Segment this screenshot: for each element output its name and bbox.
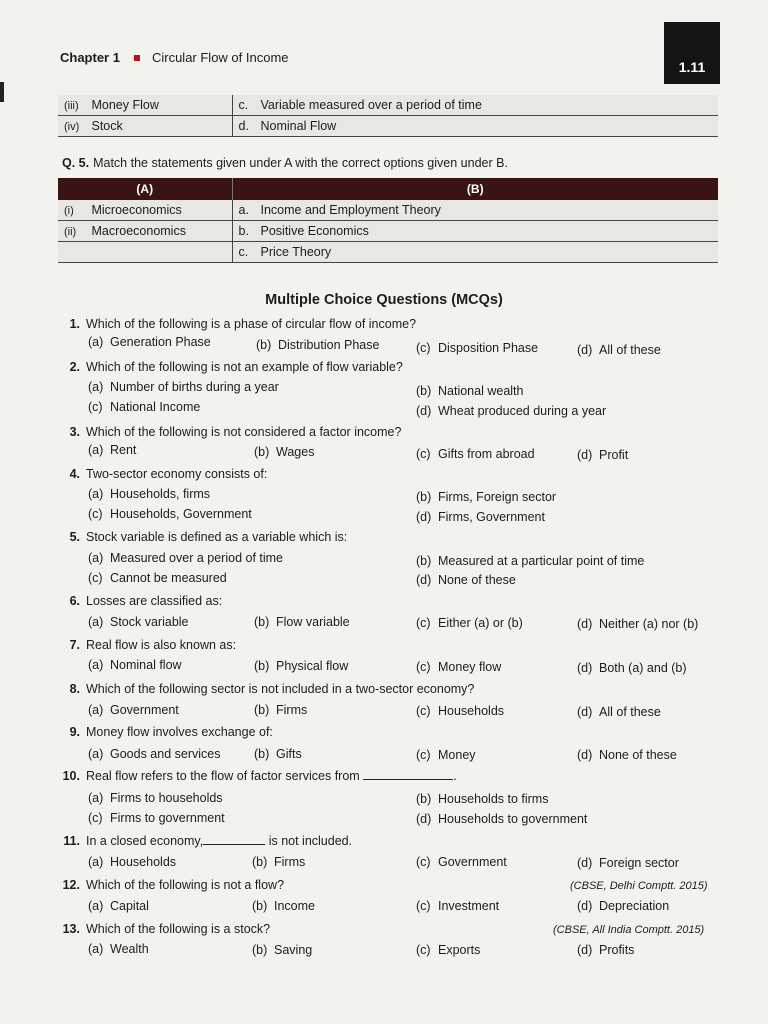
option-a bbox=[88, 443, 136, 457]
option-letter: (a) bbox=[88, 658, 104, 672]
option-letter: (d) bbox=[577, 343, 593, 357]
option-letter: (c) bbox=[416, 660, 431, 674]
option-text: Distribution Phase bbox=[278, 338, 380, 352]
question-6 bbox=[54, 594, 222, 608]
row-letter: a. bbox=[238, 203, 249, 217]
option-letter: (a) bbox=[88, 791, 104, 805]
question-11 bbox=[48, 834, 352, 848]
table-cell bbox=[232, 116, 718, 137]
question-9 bbox=[54, 725, 273, 739]
option-d bbox=[416, 573, 516, 587]
option-letter: (d) bbox=[577, 448, 593, 462]
option-text: Flow variable bbox=[276, 615, 350, 629]
option-text: Firms to government bbox=[110, 811, 225, 825]
option-c bbox=[416, 704, 504, 718]
option-letter: (a) bbox=[88, 855, 104, 869]
option-text: Firms bbox=[276, 703, 308, 717]
question-number: 3. bbox=[69, 425, 80, 439]
option-text: Households to firms bbox=[438, 792, 549, 806]
table-cell bbox=[232, 242, 718, 263]
option-d bbox=[416, 510, 545, 524]
question-text: Which of the following is a stock? bbox=[86, 922, 271, 936]
table-cell bbox=[58, 200, 232, 221]
option-b bbox=[252, 855, 305, 869]
option-text: Government bbox=[438, 855, 507, 869]
option-a bbox=[88, 703, 179, 717]
question-text: Which of the following is not considered a factor income? bbox=[86, 425, 402, 439]
option-letter: (a) bbox=[88, 551, 104, 565]
question-13 bbox=[48, 922, 270, 936]
question-number: 6. bbox=[69, 594, 80, 608]
option-c bbox=[416, 660, 501, 674]
option-text: Disposition Phase bbox=[438, 341, 539, 355]
option-b bbox=[254, 615, 350, 629]
table-cell bbox=[58, 242, 232, 263]
option-letter: (b) bbox=[254, 703, 270, 717]
table-cell bbox=[232, 200, 718, 221]
option-text: National Income bbox=[110, 400, 201, 414]
option-letter: (c) bbox=[88, 811, 103, 825]
match-table-continued bbox=[58, 95, 718, 137]
question-text: Money flow involves exchange of: bbox=[86, 725, 273, 739]
option-letter: (a) bbox=[88, 615, 104, 629]
option-b bbox=[256, 338, 379, 352]
option-text: Neither (a) nor (b) bbox=[599, 617, 699, 631]
option-text: Rent bbox=[110, 443, 137, 457]
option-text: Gifts from abroad bbox=[438, 447, 535, 461]
option-text: Money flow bbox=[438, 660, 502, 674]
option-text: Profits bbox=[599, 943, 635, 957]
question-3 bbox=[54, 425, 401, 439]
question-number: 9. bbox=[69, 725, 80, 739]
option-a bbox=[88, 551, 283, 565]
option-text: Nominal flow bbox=[110, 658, 182, 672]
row-letter: c. bbox=[238, 245, 249, 259]
question-text: Two-sector economy consists of: bbox=[86, 467, 268, 481]
option-text: Goods and services bbox=[110, 747, 221, 761]
option-text: None of these bbox=[599, 748, 677, 762]
option-text: Wages bbox=[276, 445, 315, 459]
row-numeral: (iii) bbox=[64, 100, 79, 112]
option-letter: (a) bbox=[88, 443, 104, 457]
option-d bbox=[577, 705, 661, 719]
option-d bbox=[577, 899, 669, 913]
option-c bbox=[416, 447, 535, 461]
option-letter: (b) bbox=[254, 445, 270, 459]
option-letter: (c) bbox=[416, 748, 431, 762]
column-header-b: (B) bbox=[232, 178, 718, 200]
option-letter: (d) bbox=[577, 899, 593, 913]
question-4 bbox=[54, 467, 267, 481]
option-letter: (c) bbox=[88, 400, 103, 414]
question-7 bbox=[54, 638, 236, 652]
option-text: Money bbox=[438, 748, 476, 762]
option-d bbox=[577, 943, 634, 957]
option-text: Firms to households bbox=[110, 791, 223, 805]
question-text: In a closed economy, bbox=[86, 834, 204, 848]
option-d bbox=[577, 617, 698, 631]
option-text: All of these bbox=[599, 705, 661, 719]
option-c bbox=[416, 899, 499, 913]
question-text: Real flow refers to the flow of factor services from bbox=[86, 769, 360, 783]
option-b bbox=[254, 659, 348, 673]
option-text: Profit bbox=[599, 448, 629, 462]
option-c bbox=[88, 400, 200, 414]
option-b bbox=[416, 490, 556, 504]
option-text: All of these bbox=[599, 343, 661, 357]
option-text: Firms, Foreign sector bbox=[438, 490, 557, 504]
option-letter: (b) bbox=[416, 554, 432, 568]
option-c bbox=[416, 616, 523, 630]
option-a bbox=[88, 380, 279, 394]
option-letter: (a) bbox=[88, 380, 104, 394]
question-text: Which of the following is not a flow? bbox=[86, 878, 285, 892]
option-text: Either (a) or (b) bbox=[438, 616, 523, 630]
option-text: Wheat produced during a year bbox=[438, 404, 607, 418]
column-header-a: (A) bbox=[58, 178, 232, 200]
option-letter: (c) bbox=[416, 447, 431, 461]
cell-text: Macroeconomics bbox=[91, 224, 186, 238]
option-c bbox=[416, 748, 476, 762]
question-number: 12. bbox=[62, 878, 80, 892]
option-letter: (b) bbox=[254, 659, 270, 673]
chapter-title: Circular Flow of Income bbox=[151, 50, 289, 65]
question-text-after: . bbox=[453, 769, 457, 783]
option-c bbox=[88, 507, 252, 521]
table-header-row bbox=[58, 178, 718, 200]
section-title: Multiple Choice Questions (MCQs) bbox=[265, 292, 503, 308]
option-c bbox=[416, 943, 480, 957]
option-letter: (b) bbox=[252, 855, 268, 869]
option-text: Foreign sector bbox=[599, 856, 679, 870]
question-text-after: is not included. bbox=[268, 834, 353, 848]
page-number-tab bbox=[664, 22, 720, 84]
row-letter: c. bbox=[238, 98, 249, 112]
option-letter: (a) bbox=[88, 942, 104, 956]
cell-text: Income and Employment Theory bbox=[260, 203, 441, 217]
answer-blank bbox=[363, 770, 453, 780]
option-b bbox=[254, 445, 314, 459]
option-letter: (c) bbox=[416, 855, 431, 869]
question-1 bbox=[54, 317, 416, 331]
question-number: 11. bbox=[63, 834, 80, 848]
option-letter: (c) bbox=[416, 341, 431, 355]
option-text: Investment bbox=[438, 899, 500, 913]
option-letter: (b) bbox=[416, 490, 432, 504]
option-letter: (c) bbox=[88, 507, 103, 521]
question-5-mcq bbox=[54, 530, 347, 544]
table-cell bbox=[232, 221, 718, 242]
option-a bbox=[88, 855, 176, 869]
question-text: Match the statements given under A with the correct options given under B. bbox=[93, 156, 508, 170]
table-row bbox=[58, 116, 718, 137]
option-text: Depreciation bbox=[599, 899, 670, 913]
option-text: Gifts bbox=[276, 747, 302, 761]
option-text: Government bbox=[110, 703, 179, 717]
option-text: National wealth bbox=[438, 384, 524, 398]
option-text: Generation Phase bbox=[110, 335, 211, 349]
option-letter: (b) bbox=[254, 747, 270, 761]
option-letter: (a) bbox=[88, 747, 104, 761]
option-b bbox=[252, 943, 312, 957]
option-text: Stock variable bbox=[110, 615, 189, 629]
question-number: 2. bbox=[69, 360, 80, 374]
row-numeral: (i) bbox=[64, 205, 74, 217]
option-b bbox=[254, 703, 307, 717]
table-row bbox=[58, 95, 718, 116]
option-letter: (c) bbox=[416, 704, 431, 718]
question-5 bbox=[62, 156, 508, 170]
option-c bbox=[88, 811, 225, 825]
question-number: 1. bbox=[69, 317, 80, 331]
table-cell bbox=[58, 221, 232, 242]
option-text: Capital bbox=[110, 899, 149, 913]
option-d bbox=[577, 343, 661, 357]
cell-text: Positive Economics bbox=[260, 224, 369, 238]
option-letter: (a) bbox=[88, 703, 104, 717]
option-text: Income bbox=[274, 899, 315, 913]
option-text: Households, Government bbox=[110, 507, 252, 521]
question-text: Losses are classified as: bbox=[86, 594, 223, 608]
row-numeral: (iv) bbox=[64, 121, 80, 133]
option-text: Households bbox=[438, 704, 505, 718]
option-letter: (d) bbox=[577, 617, 593, 631]
option-letter: (a) bbox=[88, 335, 104, 349]
option-a bbox=[88, 747, 220, 761]
option-text: Households, firms bbox=[110, 487, 211, 501]
option-text: Cannot be measured bbox=[110, 571, 227, 585]
option-letter: (d) bbox=[416, 573, 432, 587]
option-c bbox=[88, 571, 227, 585]
option-letter: (d) bbox=[577, 943, 593, 957]
question-number: 7. bbox=[69, 638, 80, 652]
option-text: Both (a) and (b) bbox=[599, 661, 687, 675]
cell-text: Microeconomics bbox=[91, 203, 182, 217]
table-cell bbox=[58, 95, 232, 116]
option-b bbox=[254, 747, 302, 761]
option-letter: (d) bbox=[416, 812, 432, 826]
question-text: Stock variable is defined as a variable which is: bbox=[86, 530, 348, 544]
option-letter: (b) bbox=[416, 384, 432, 398]
option-letter: (c) bbox=[416, 616, 431, 630]
option-d bbox=[577, 448, 628, 462]
question-10 bbox=[48, 769, 457, 783]
question-2 bbox=[54, 360, 403, 374]
option-letter: (a) bbox=[88, 487, 104, 501]
bullet-square-icon bbox=[134, 55, 140, 61]
answer-blank bbox=[203, 835, 265, 845]
option-text: Exports bbox=[438, 943, 481, 957]
cell-text: Variable measured over a period of time bbox=[260, 98, 482, 112]
option-letter: (c) bbox=[416, 899, 431, 913]
option-text: Firms, Government bbox=[438, 510, 545, 524]
option-text: Number of births during a year bbox=[110, 380, 279, 394]
option-a bbox=[88, 942, 149, 956]
row-letter: b. bbox=[238, 224, 249, 238]
question-source: (CBSE, Delhi Comptt. 2015) bbox=[570, 880, 708, 892]
option-letter: (d) bbox=[577, 705, 593, 719]
option-letter: (b) bbox=[254, 615, 270, 629]
option-a bbox=[88, 487, 210, 501]
page-edge-mark bbox=[0, 82, 4, 102]
cell-text: Price Theory bbox=[260, 245, 332, 259]
option-text: Households to government bbox=[438, 812, 588, 826]
option-b bbox=[416, 384, 523, 398]
option-letter: (d) bbox=[416, 510, 432, 524]
table-row bbox=[58, 200, 718, 221]
option-letter: (b) bbox=[252, 943, 268, 957]
question-text: Which of the following sector is not included in a two-sector economy? bbox=[86, 682, 475, 696]
option-b bbox=[416, 792, 548, 806]
question-number: 8. bbox=[69, 682, 80, 696]
option-text: Measured at a particular point of time bbox=[438, 554, 645, 568]
option-letter: (a) bbox=[88, 899, 104, 913]
option-d bbox=[416, 404, 606, 418]
option-d bbox=[416, 812, 587, 826]
question-number: Q. 5. bbox=[62, 156, 90, 170]
option-letter: (c) bbox=[88, 571, 103, 585]
option-text: Households bbox=[110, 855, 177, 869]
cell-text: Money Flow bbox=[91, 98, 159, 112]
option-letter: (b) bbox=[416, 792, 432, 806]
option-a bbox=[88, 658, 182, 672]
option-d bbox=[577, 661, 687, 675]
question-number: 4. bbox=[69, 467, 80, 481]
option-d bbox=[577, 748, 677, 762]
option-b bbox=[252, 899, 315, 913]
page-number: 1.11 bbox=[678, 59, 706, 75]
table-row bbox=[58, 242, 718, 263]
cell-text: Stock bbox=[91, 119, 123, 133]
option-letter: (c) bbox=[416, 943, 431, 957]
question-source: (CBSE, All India Comptt. 2015) bbox=[553, 924, 705, 936]
option-b bbox=[416, 554, 644, 568]
option-letter: (b) bbox=[256, 338, 272, 352]
option-c bbox=[416, 855, 507, 869]
option-letter: (b) bbox=[252, 899, 268, 913]
question-number: 5. bbox=[69, 530, 80, 544]
option-a bbox=[88, 899, 149, 913]
chapter-label: Chapter 1 bbox=[60, 50, 120, 65]
option-letter: (d) bbox=[577, 856, 593, 870]
row-letter: d. bbox=[238, 119, 249, 133]
cell-text: Nominal Flow bbox=[260, 119, 337, 133]
option-letter: (d) bbox=[577, 661, 593, 675]
table-cell bbox=[58, 116, 232, 137]
option-text: Physical flow bbox=[276, 659, 349, 673]
question-text: Which of the following is a phase of circular flow of income? bbox=[86, 317, 417, 331]
option-letter: (d) bbox=[577, 748, 593, 762]
question-number: 13. bbox=[62, 922, 80, 936]
question-text: Which of the following is not an example of flow variable? bbox=[86, 360, 403, 374]
option-a bbox=[88, 791, 223, 805]
question-12 bbox=[48, 878, 284, 892]
question-8 bbox=[54, 682, 474, 696]
option-text: Measured over a period of time bbox=[110, 551, 284, 565]
option-a bbox=[88, 335, 211, 349]
option-text: Saving bbox=[274, 943, 313, 957]
option-text: None of these bbox=[438, 573, 516, 587]
option-text: Wealth bbox=[110, 942, 149, 956]
page-header bbox=[60, 50, 289, 65]
match-table-q5 bbox=[58, 178, 718, 263]
option-a bbox=[88, 615, 189, 629]
row-numeral: (ii) bbox=[64, 226, 77, 238]
question-text: Real flow is also known as: bbox=[86, 638, 237, 652]
option-d bbox=[577, 856, 679, 870]
question-number: 10. bbox=[62, 769, 80, 783]
table-cell bbox=[232, 95, 718, 116]
option-letter: (d) bbox=[416, 404, 432, 418]
option-text: Firms bbox=[274, 855, 306, 869]
option-c bbox=[416, 341, 538, 355]
table-row bbox=[58, 221, 718, 242]
